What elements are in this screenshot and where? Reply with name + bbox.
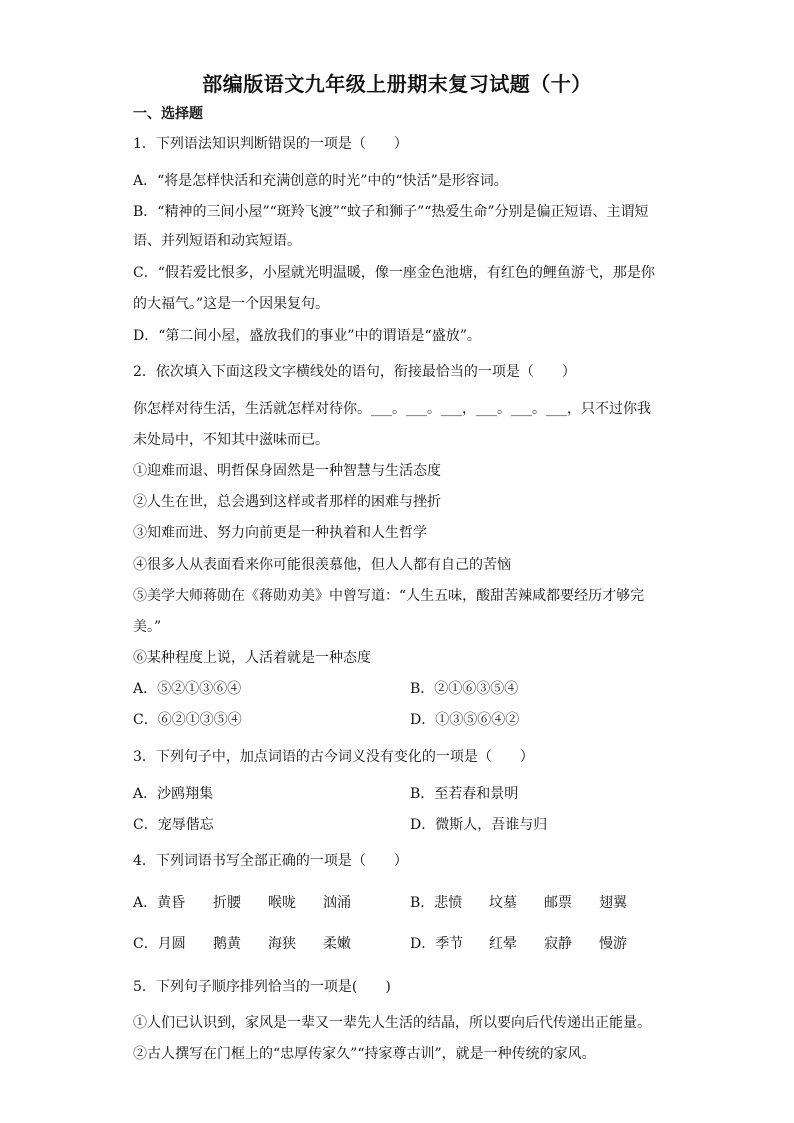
- q4-d-word: 慢游: [599, 936, 627, 952]
- q2-sentence-5-line2: 美。”: [133, 619, 162, 635]
- q3-option-a[interactable]: A．沙鸥翔集: [133, 786, 214, 802]
- q4-option-a[interactable]: [133, 893, 378, 913]
- q4-a-word: 折腰: [213, 895, 241, 911]
- q4-b-word: 翅翼: [599, 895, 627, 911]
- q4-d-word: 寂静: [544, 936, 572, 952]
- q2-stem: 2．依次填入下面这段文字横线处的语句，衔接最恰当的一项是（ ）: [133, 364, 576, 380]
- q4-d-word: 红晕: [489, 936, 517, 952]
- q1-option-c-line2: 的大福气。”这是一个因果复句。: [133, 296, 330, 312]
- q3-option-c[interactable]: C．宠辱偕忘: [133, 817, 214, 833]
- page-title: 部编版语文九年级上册期末复习试题（十）: [202, 72, 592, 96]
- q4-c-word: 鹅黄: [213, 936, 241, 952]
- q4-b-word: 坟墓: [489, 895, 517, 911]
- q1-option-b-line2: 语、并列短语和动宾短语。: [133, 233, 301, 249]
- q5-sentence-1: ①人们已认识到，家风是一辈又一辈先人生活的结晶，所以要向后代传递出正能量。: [133, 1015, 651, 1031]
- q4-c-word: C．月圆: [133, 936, 186, 952]
- section-heading: 一、选择题: [133, 106, 203, 122]
- q3-stem: 3．下列句子中，加点词语的古今词义没有变化的一项是（ ）: [133, 749, 534, 765]
- q4-b-word: B．悲愤: [410, 895, 463, 911]
- q4-option-c[interactable]: [133, 934, 378, 954]
- q2-sentence-2: ②人生在世，总会遇到这样或者那样的困难与挫折: [133, 494, 441, 510]
- q1-option-b-line1[interactable]: B．“精神的三间小屋”“斑羚飞渡”“蚊子和狮子”“热爱生命”分别是偏正短语、主谓短: [133, 204, 649, 220]
- q4-b-word: 邮票: [544, 895, 572, 911]
- q4-d-word: D．季节: [410, 936, 464, 952]
- q2-sentence-6: ⑥某种程度上说，人活着就是一种态度: [133, 650, 371, 666]
- q2-sentence-5-line1: ⑤美学大师蒋勋在《蒋勋劝美》中曾写道：“人生五味，酸甜苦辣咸都要经历才够完: [133, 588, 645, 604]
- q2-option-c[interactable]: C．⑥②①③⑤④: [133, 712, 242, 728]
- q2-sentence-4: ④很多人从表面看来你可能很羡慕他，但人人都有自己的苦恼: [133, 557, 511, 573]
- q1-option-a[interactable]: A．“将是怎样快活和充满创意的时光”中的“快活”是形容词。: [133, 173, 508, 189]
- q4-a-word: 汹涌: [323, 895, 351, 911]
- q4-stem: 4．下列词语书写全部正确的一项是（ ）: [133, 853, 408, 869]
- q2-option-a[interactable]: A．⑤②①③⑥④: [133, 681, 242, 697]
- q4-option-b[interactable]: [410, 893, 654, 913]
- q4-c-word: 柔嫩: [323, 936, 351, 952]
- q5-sentence-2: ②古人撰写在门框上的“忠厚传家久”“持家尊古训”，就是一种传统的家风。: [133, 1046, 596, 1062]
- q4-a-word: 喉咙: [268, 895, 296, 911]
- q1-option-c-line1[interactable]: C．“假若爱比恨多，小屋就光明温暖，像一座金色池塘，有红色的鲤鱼游弋，那是你: [133, 265, 655, 281]
- q2-option-d[interactable]: D．①③⑤⑥④②: [410, 712, 520, 728]
- q4-a-word: A．黄昏: [133, 895, 186, 911]
- q3-option-d[interactable]: D．微斯人，吾谁与归: [410, 817, 548, 833]
- q2-sentence-3: ③知难而进、努力向前更是一种执着和人生哲学: [133, 525, 427, 541]
- q4-option-d[interactable]: [410, 934, 654, 954]
- q2-option-b[interactable]: B．②①⑥③⑤④: [410, 681, 519, 697]
- q4-c-word: 海狭: [268, 936, 296, 952]
- q1-stem: 1．下列语法知识判断错误的一项是（ ）: [133, 136, 408, 152]
- q3-option-b[interactable]: B．至若春和景明: [410, 786, 519, 802]
- q5-stem: 5．下列句子顺序排列恰当的一项是( ): [133, 979, 391, 995]
- q1-option-d[interactable]: D．“第二间小屋，盛放我们的事业”中的谓语是“盛放”。: [133, 328, 481, 344]
- q2-passage-line2: 未处局中，不知其中滋味而已。: [133, 432, 329, 448]
- q2-sentence-1: ①迎难而退、明哲保身固然是一种智慧与生活态度: [133, 463, 441, 479]
- q2-passage-line1: 你怎样对待生活，生活就怎样对待你。___。___。___，___。___。___，只不过你我: [133, 401, 651, 417]
